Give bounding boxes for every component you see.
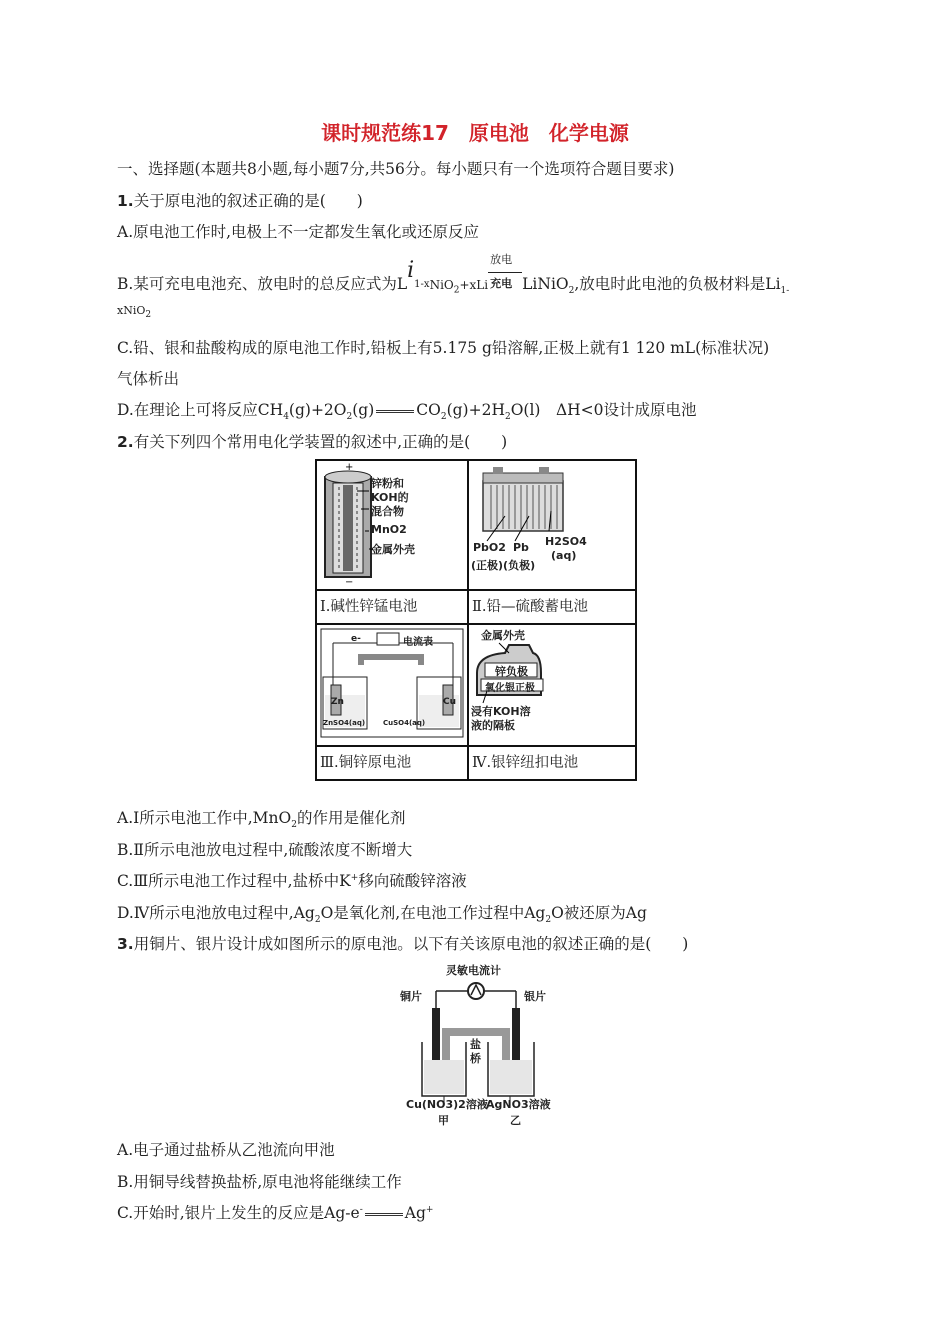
- caption-cu-zn: Ⅲ.铜锌原电池: [320, 755, 412, 771]
- q1-b-i: i: [407, 258, 415, 283]
- fig2-label-h2so4: H2SO4: [545, 535, 587, 548]
- q2-c-sup: +: [350, 872, 359, 883]
- q2-option-a: [117, 806, 405, 830]
- q1-b-sub4: 1-: [780, 286, 790, 297]
- q2-d-sub2: 2: [545, 915, 552, 926]
- q3-c-sup1: -: [359, 1204, 363, 1215]
- q2-a-tail: 的作用是催化剂: [296, 809, 406, 827]
- equals-arrow: [376, 410, 414, 413]
- q1-option-a: A.原电池工作时,电极上不一定都发生氧化或还原反应: [117, 223, 480, 241]
- fig4-label-zinc-neg: 锌负极: [495, 665, 528, 678]
- section-heading: 一、选择题(本题共8小题,每小题7分,共56分。每小题只有一个选项符合题目要求): [117, 160, 675, 178]
- fig-label-copper: 铜片: [400, 990, 422, 1003]
- q2-number: 2.: [117, 433, 134, 451]
- fig-label-jia: 甲: [438, 1114, 449, 1127]
- q1-option-b-line2: [117, 304, 151, 320]
- q1-d-a: D.在理论上可将反应CH: [117, 401, 284, 419]
- q1-d-e: (g): [352, 401, 375, 419]
- fig4-label-ag2o-pos: 氧化银正极: [485, 683, 535, 694]
- q3-stem-text: 用铜片、银片设计成如图所示的原电池。以下有关该原电池的叙述正确的是( ): [133, 935, 689, 953]
- fig-button-cell: [468, 624, 636, 746]
- q1-d-f: CO: [416, 401, 441, 419]
- q3-option-a: A.电子通过盐桥从乙池流向甲池: [117, 1141, 335, 1159]
- reversible-arrow: [488, 253, 522, 296]
- fig4-label-separator: 液的隔板: [471, 719, 515, 732]
- q3-c-sup2: +: [425, 1204, 434, 1215]
- svg-text:−: −: [345, 577, 354, 585]
- q1-number: 1.: [117, 192, 134, 210]
- fig2-label-aq: (aq): [551, 549, 577, 562]
- fig-label-silver: 银片: [524, 990, 546, 1003]
- fig1-label-zinc: 锌粉和: [371, 477, 404, 490]
- fig1-label-mno2: MnO2: [371, 523, 407, 536]
- q3-option-b: B.用铜导线替换盐桥,原电池将能继续工作: [117, 1173, 402, 1191]
- caption-button-cell: Ⅳ.银锌纽扣电池: [472, 755, 579, 771]
- q3-stem: [117, 932, 688, 954]
- q2-a-text: A.Ⅰ所示电池工作中,MnO: [117, 809, 292, 827]
- fig4-label-koh: 浸有KOH溶: [471, 705, 531, 718]
- q1-option-c: C.铅、银和盐酸构成的原电池工作时,铅板上有5.175 g铅溶解,正极上就有1 120 mL(标准状况): [117, 339, 770, 357]
- fig3-label-electron: e-: [351, 634, 361, 644]
- q2-a-sub: 2: [291, 820, 297, 831]
- q2-option-b: B.Ⅱ所示电池放电过程中,硫酸浓度不断增大: [117, 841, 413, 859]
- q1-d-c: (g)+2O: [288, 401, 347, 419]
- caption-alkaline: Ⅰ.碱性锌锰电池: [320, 599, 418, 615]
- q2-stem: [117, 430, 507, 452]
- fig-alkaline-battery: [316, 460, 468, 590]
- fig-label-agno3: AgNO3溶液: [486, 1098, 551, 1111]
- q1-b-linio: LiNiO: [522, 275, 569, 293]
- q1-option-d: [117, 398, 697, 422]
- q1-option-c-line2: 气体析出: [117, 370, 180, 388]
- q2-c-tail: 移向硫酸锌溶液: [358, 872, 467, 890]
- q1-b-sub2: 2: [453, 285, 460, 296]
- q1-b2-sub: 2: [145, 310, 152, 321]
- fig-cu-zn-cell: [316, 624, 468, 746]
- q2-c-text: C.Ⅲ所示电池工作过程中,盐桥中K: [117, 872, 351, 890]
- fig3-label-cu: Cu: [443, 697, 457, 707]
- charge-label: 充电: [490, 277, 513, 290]
- fig2-label-electrodes: (正极)(负极): [471, 559, 536, 572]
- q3-c-ag: Ag: [404, 1204, 426, 1222]
- q1-b-sub3: 2: [568, 286, 575, 297]
- q2-figure-grid: [315, 459, 637, 781]
- q2-option-d: [117, 901, 647, 925]
- q3-number: 3.: [117, 935, 134, 953]
- fig3-label-zn: Zn: [331, 697, 344, 707]
- q1-b-text: B.某可充电电池充、放电时的总反应式为L: [117, 275, 408, 293]
- fig-caption-4: [468, 746, 636, 780]
- fig3-label-cuso4: CuSO4(aq): [383, 719, 426, 727]
- q1-b-xli: +xLi: [459, 278, 489, 292]
- q1-b2-x: x: [117, 304, 124, 317]
- q1-b-sub: 1-x: [414, 279, 430, 290]
- q1-d-b: 4: [283, 412, 289, 423]
- q1-d-g: 2: [440, 412, 447, 423]
- q1-b-nio2: NiO: [429, 278, 454, 292]
- q2-d-mid: O是氧化剂,在电池工作过程中Ag: [320, 904, 546, 922]
- fig-lead-acid-battery: [468, 460, 636, 590]
- fig-label-galvanometer: 灵敏电流计: [446, 964, 501, 977]
- fig3-label-ammeter: 电流表: [403, 637, 433, 648]
- q3-figure: [400, 960, 560, 1130]
- fig-label-bridge1: 盐: [470, 1038, 481, 1051]
- q1-b-tail: ,放电时此电池的负极材料是Li: [574, 275, 781, 293]
- caption-lead-acid: Ⅱ.铅—硫酸蓄电池: [472, 599, 588, 615]
- fig4-label-shell: 金属外壳: [481, 629, 525, 642]
- q2-stem-text: 有关下列四个常用电化学装置的叙述中,正确的是( ): [133, 433, 508, 451]
- q1-option-b: [117, 253, 790, 297]
- q2-d-sub1: 2: [314, 915, 321, 926]
- q1-stem-text: 关于原电池的叙述正确的是( ): [133, 192, 363, 210]
- fig-label-bridge2: 桥: [470, 1052, 481, 1065]
- svg-text:+: +: [345, 462, 354, 473]
- fig3-label-znso4: ZnSO4(aq): [323, 719, 366, 727]
- equals-arrow: [365, 1213, 403, 1216]
- q3-c-text: C.开始时,银片上发生的反应是Ag-e: [117, 1204, 360, 1222]
- fig2-label-pb: Pb: [513, 541, 529, 554]
- q1-d-i: 2: [504, 412, 511, 423]
- fig-caption-2: [468, 590, 636, 624]
- fig1-label-koh: KOH的: [371, 491, 409, 504]
- q1-d-d: 2: [346, 412, 353, 423]
- fig-caption-1: [316, 590, 468, 624]
- q2-option-c: [117, 869, 467, 891]
- q2-d-text: D.Ⅳ所示电池放电过程中,Ag: [117, 904, 315, 922]
- q1-stem: [117, 189, 363, 211]
- q1-d-j: O(l) ΔH<0设计成原电池: [510, 401, 697, 419]
- q1-b2-nio: NiO: [123, 304, 146, 317]
- fig2-label-pbo2: PbO2: [473, 541, 506, 554]
- fig1-label-shell: 金属外壳: [371, 543, 415, 556]
- fig-label-cuno3: Cu(NO3)2溶液: [406, 1098, 488, 1111]
- q2-d-tail: O被还原为Ag: [551, 904, 647, 922]
- q3-option-c: [117, 1201, 433, 1223]
- fig-caption-3: [316, 746, 468, 780]
- discharge-label: 放电: [490, 253, 513, 266]
- q1-d-h: (g)+2H: [446, 401, 505, 419]
- fig-label-yi: 乙: [510, 1114, 521, 1127]
- fig1-label-mix: 混合物: [371, 505, 404, 518]
- page-title: 课时规范练17 原电池 化学电源: [321, 121, 629, 145]
